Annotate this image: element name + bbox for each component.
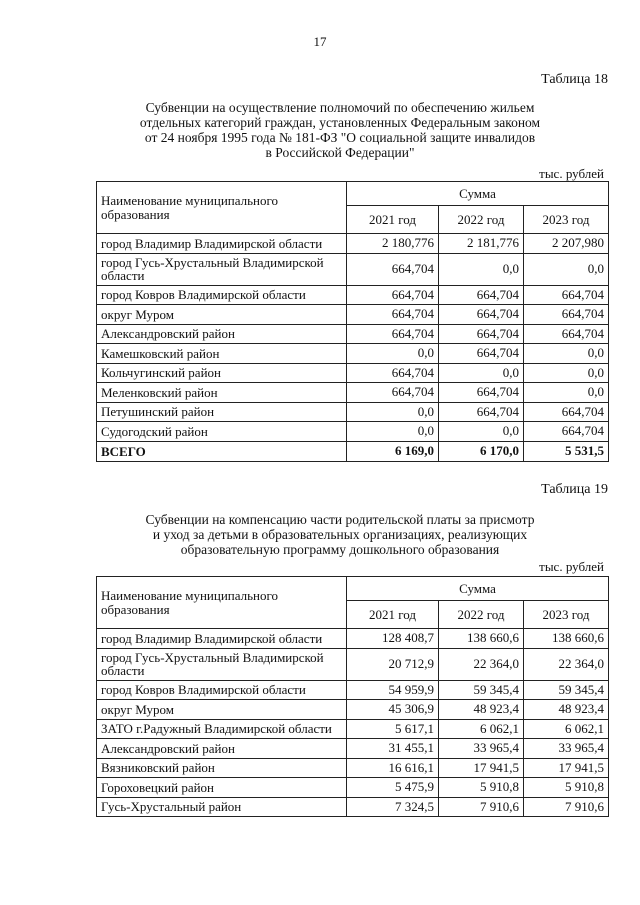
row-name: город Ковров Владимирской области <box>97 680 347 700</box>
row-value: 664,704 <box>439 285 524 305</box>
table-row <box>97 629 609 649</box>
row-name: ЗАТО г.Радужный Владимирской области <box>97 719 347 739</box>
column-header-year: 2021 год <box>347 206 439 234</box>
row-value: 20 712,9 <box>347 648 439 680</box>
row-value: 33 965,4 <box>524 739 609 759</box>
total-value: 6 169,0 <box>347 441 439 461</box>
column-header-year: 2023 год <box>524 601 609 629</box>
row-name: город Гусь-Хрустальный Владимирской области <box>97 253 347 285</box>
row-value: 59 345,4 <box>439 680 524 700</box>
row-value: 138 660,6 <box>439 629 524 649</box>
row-value: 664,704 <box>524 402 609 422</box>
row-name: Меленковский район <box>97 383 347 403</box>
row-name: Гусь-Хрустальный район <box>97 797 347 817</box>
row-value: 0,0 <box>347 422 439 442</box>
table-row <box>97 648 609 680</box>
table-row <box>97 285 609 305</box>
column-header-year: 2022 год <box>439 206 524 234</box>
row-value: 0,0 <box>524 253 609 285</box>
table-row <box>97 680 609 700</box>
table-row <box>97 234 609 254</box>
row-value: 664,704 <box>439 305 524 325</box>
table-row <box>97 700 609 720</box>
row-value: 7 910,6 <box>439 797 524 817</box>
row-value: 0,0 <box>439 253 524 285</box>
row-value: 0,0 <box>524 344 609 364</box>
row-value: 48 923,4 <box>439 700 524 720</box>
row-value: 0,0 <box>347 402 439 422</box>
column-header-name: Наименование муниципального образования <box>97 182 347 234</box>
row-value: 664,704 <box>524 305 609 325</box>
row-name: Судогодский район <box>97 422 347 442</box>
table-row <box>97 719 609 739</box>
row-name: Александровский район <box>97 324 347 344</box>
title-line: Субвенции на осуществление полномочий по обеспечению жильем <box>145 100 535 115</box>
table-row <box>97 778 609 798</box>
title-line: Субвенции на компенсацию части родительской платы за присмотр <box>145 512 535 527</box>
row-name: город Владимир Владимирской области <box>97 629 347 649</box>
row-name: Петушинский район <box>97 402 347 422</box>
row-value: 31 455,1 <box>347 739 439 759</box>
row-value: 664,704 <box>439 402 524 422</box>
column-header-name: Наименование муниципального образования <box>97 577 347 629</box>
title-line: отдельных категорий граждан, установленных Федеральным законом <box>139 115 541 130</box>
row-value: 664,704 <box>524 324 609 344</box>
title-line: в Российской Федерации" <box>265 145 415 160</box>
row-value: 0,0 <box>347 344 439 364</box>
row-value: 664,704 <box>439 383 524 403</box>
row-value: 664,704 <box>347 305 439 325</box>
table-row <box>97 344 609 364</box>
table-19 <box>96 576 609 817</box>
total-row <box>97 441 609 461</box>
table-row <box>97 383 609 403</box>
row-value: 7 324,5 <box>347 797 439 817</box>
row-value: 0,0 <box>439 422 524 442</box>
row-value: 17 941,5 <box>439 758 524 778</box>
table-row <box>97 253 609 285</box>
row-value: 0,0 <box>524 363 609 383</box>
row-value: 664,704 <box>439 324 524 344</box>
row-name: Кольчугинский район <box>97 363 347 383</box>
column-header-sum: Сумма <box>347 577 609 601</box>
row-value: 45 306,9 <box>347 700 439 720</box>
column-header-sum: Сумма <box>347 182 609 206</box>
row-value: 5 617,1 <box>347 719 439 739</box>
row-value: 2 180,776 <box>347 234 439 254</box>
total-value: 5 531,5 <box>524 441 609 461</box>
row-value: 2 181,776 <box>439 234 524 254</box>
row-value: 664,704 <box>439 344 524 364</box>
row-value: 5 475,9 <box>347 778 439 798</box>
row-value: 664,704 <box>347 253 439 285</box>
row-value: 6 062,1 <box>524 719 609 739</box>
table-row <box>97 363 609 383</box>
row-value: 54 959,9 <box>347 680 439 700</box>
table-row <box>97 402 609 422</box>
row-name: город Ковров Владимирской области <box>97 285 347 305</box>
row-name: город Владимир Владимирской области <box>97 234 347 254</box>
row-value: 664,704 <box>347 285 439 305</box>
table-row <box>97 797 609 817</box>
row-name: город Гусь-Хрустальный Владимирской области <box>97 648 347 680</box>
row-name: округ Муром <box>97 700 347 720</box>
row-name: округ Муром <box>97 305 347 325</box>
row-value: 33 965,4 <box>439 739 524 759</box>
row-value: 16 616,1 <box>347 758 439 778</box>
table-18 <box>96 181 609 462</box>
column-header-year: 2022 год <box>439 601 524 629</box>
row-value: 664,704 <box>347 383 439 403</box>
row-value: 22 364,0 <box>524 648 609 680</box>
table-19-units: тыс. рублей <box>539 559 604 574</box>
table-row <box>97 739 609 759</box>
row-value: 664,704 <box>524 422 609 442</box>
header-row <box>97 577 609 601</box>
title-line: образовательную программу дошкольного образования <box>180 542 500 557</box>
row-name: Гороховецкий район <box>97 778 347 798</box>
table-18-label: Таблица 18 <box>541 72 608 87</box>
row-value: 128 408,7 <box>347 629 439 649</box>
table-18-title <box>130 100 550 160</box>
table-row <box>97 305 609 325</box>
table-row <box>97 324 609 344</box>
row-value: 6 062,1 <box>439 719 524 739</box>
row-value: 664,704 <box>347 324 439 344</box>
row-value: 138 660,6 <box>524 629 609 649</box>
row-value: 22 364,0 <box>439 648 524 680</box>
row-value: 5 910,8 <box>439 778 524 798</box>
total-value: 6 170,0 <box>439 441 524 461</box>
row-value: 48 923,4 <box>524 700 609 720</box>
row-value: 664,704 <box>524 285 609 305</box>
page-number: 17 <box>313 34 327 49</box>
row-value: 0,0 <box>439 363 524 383</box>
row-value: 0,0 <box>524 383 609 403</box>
header-row <box>97 182 609 206</box>
row-value: 5 910,8 <box>524 778 609 798</box>
table-row <box>97 758 609 778</box>
total-label: ВСЕГО <box>97 441 347 461</box>
row-value: 2 207,980 <box>524 234 609 254</box>
row-value: 59 345,4 <box>524 680 609 700</box>
row-name: Александровский район <box>97 739 347 759</box>
table-row <box>97 422 609 442</box>
row-name: Вязниковский район <box>97 758 347 778</box>
title-line: от 24 ноября 1995 года № 181-ФЗ "О социальной защите инвалидов <box>144 130 536 145</box>
table-19-label: Таблица 19 <box>541 482 608 497</box>
row-value: 664,704 <box>347 363 439 383</box>
row-name: Камешковский район <box>97 344 347 364</box>
row-value: 7 910,6 <box>524 797 609 817</box>
table-18-units: тыс. рублей <box>539 166 604 181</box>
column-header-year: 2023 год <box>524 206 609 234</box>
title-line: и уход за детьми в образовательных организациях, реализующих <box>152 527 528 542</box>
column-header-year: 2021 год <box>347 601 439 629</box>
table-19-title <box>130 512 550 557</box>
row-value: 17 941,5 <box>524 758 609 778</box>
